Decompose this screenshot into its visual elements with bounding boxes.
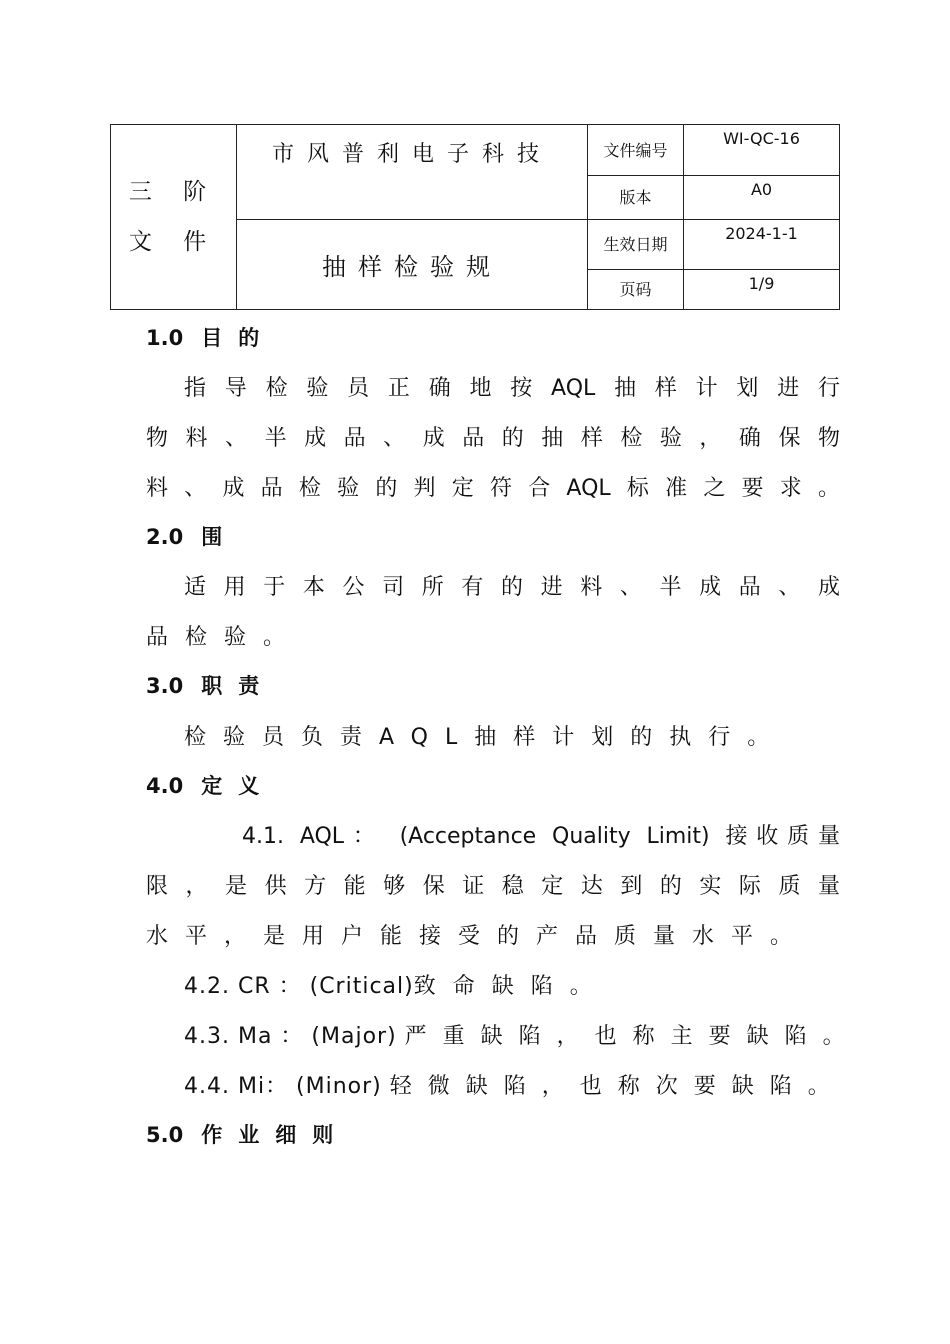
section-number: 2.0 [146,525,184,549]
section-title: 作业细则 [201,1123,350,1147]
scope-text-line-1: 适用于本公司所有的进料、半成品、成 [184,575,840,600]
section-heading-procedure [146,1119,349,1149]
section-title: 定义 [201,774,276,798]
ma-definition-text: 严重缺陷，也称主要缺陷。 [404,1024,861,1049]
document-level-cell [111,125,237,310]
field-value-page: 1/9 [684,270,840,310]
field-label-doc-number: 文件编号 [588,125,684,176]
cr-definition-lead: 4.2. CR ： (Critical) [184,974,414,999]
document-title: 抽样检验规 [237,220,588,310]
purpose-text-line-1: 指导检验员正确地按AQL抽样计划进行 [184,376,840,401]
ma-definition [184,1019,861,1050]
section-number: 3.0 [146,674,184,698]
field-label-version: 版本 [588,176,684,220]
document-level-line-2: 文 件 [128,229,219,255]
company-name: 市风普利电子科技 [237,125,588,220]
section-number: 1.0 [146,326,184,350]
section-heading-definitions [146,770,275,800]
section-heading-scope [146,521,238,551]
ma-definition-lead: 4.3. Ma ： (Major) [184,1024,405,1049]
mi-definition [184,1069,846,1100]
purpose-text-line-2: 物料、半成品、成品的抽样检验，确保物 [146,426,840,451]
field-value-effective-date: 2024-1-1 [684,220,840,270]
section-title: 围 [201,525,239,549]
document-level-line-1: 三 阶 [128,179,219,205]
field-label-page: 页码 [588,270,684,310]
purpose-text-line-3: 料、成品检验的判定符合AQL标准之要求。 [146,476,840,501]
mi-definition-text: 轻微缺陷，也称次要缺陷。 [389,1074,846,1099]
mi-definition-lead: 4.4. Mi： (Minor) [184,1074,390,1099]
cr-definition [184,969,609,1000]
cr-definition-text: 致命缺陷。 [413,974,609,999]
section-title: 职责 [201,674,276,698]
document-header-table [110,124,840,310]
field-label-effective-date: 生效日期 [588,220,684,270]
section-heading-purpose [146,322,275,352]
field-value-doc-number: WI-QC-16 [684,125,840,176]
scope-text-line-2: 品检验。 [146,625,303,650]
aql-definition-line-2: 限，是供方能够保证稳定达到的实际质量 [146,874,840,899]
aql-definition-line-3: 水平，是用户能接受的产品质量水平。 [146,924,810,949]
section-number: 4.0 [146,774,184,798]
aql-definition-line-1: 4.1. AQL： (Acceptance Quality Limit) 接收质量 [242,824,840,849]
section-number: 5.0 [146,1123,184,1147]
field-value-version: A0 [684,176,840,220]
section-heading-responsibility [146,670,275,700]
responsibility-text-line-1: 检验员负责AQL抽样计划的执行。 [184,725,787,750]
section-title: 目的 [201,326,276,350]
